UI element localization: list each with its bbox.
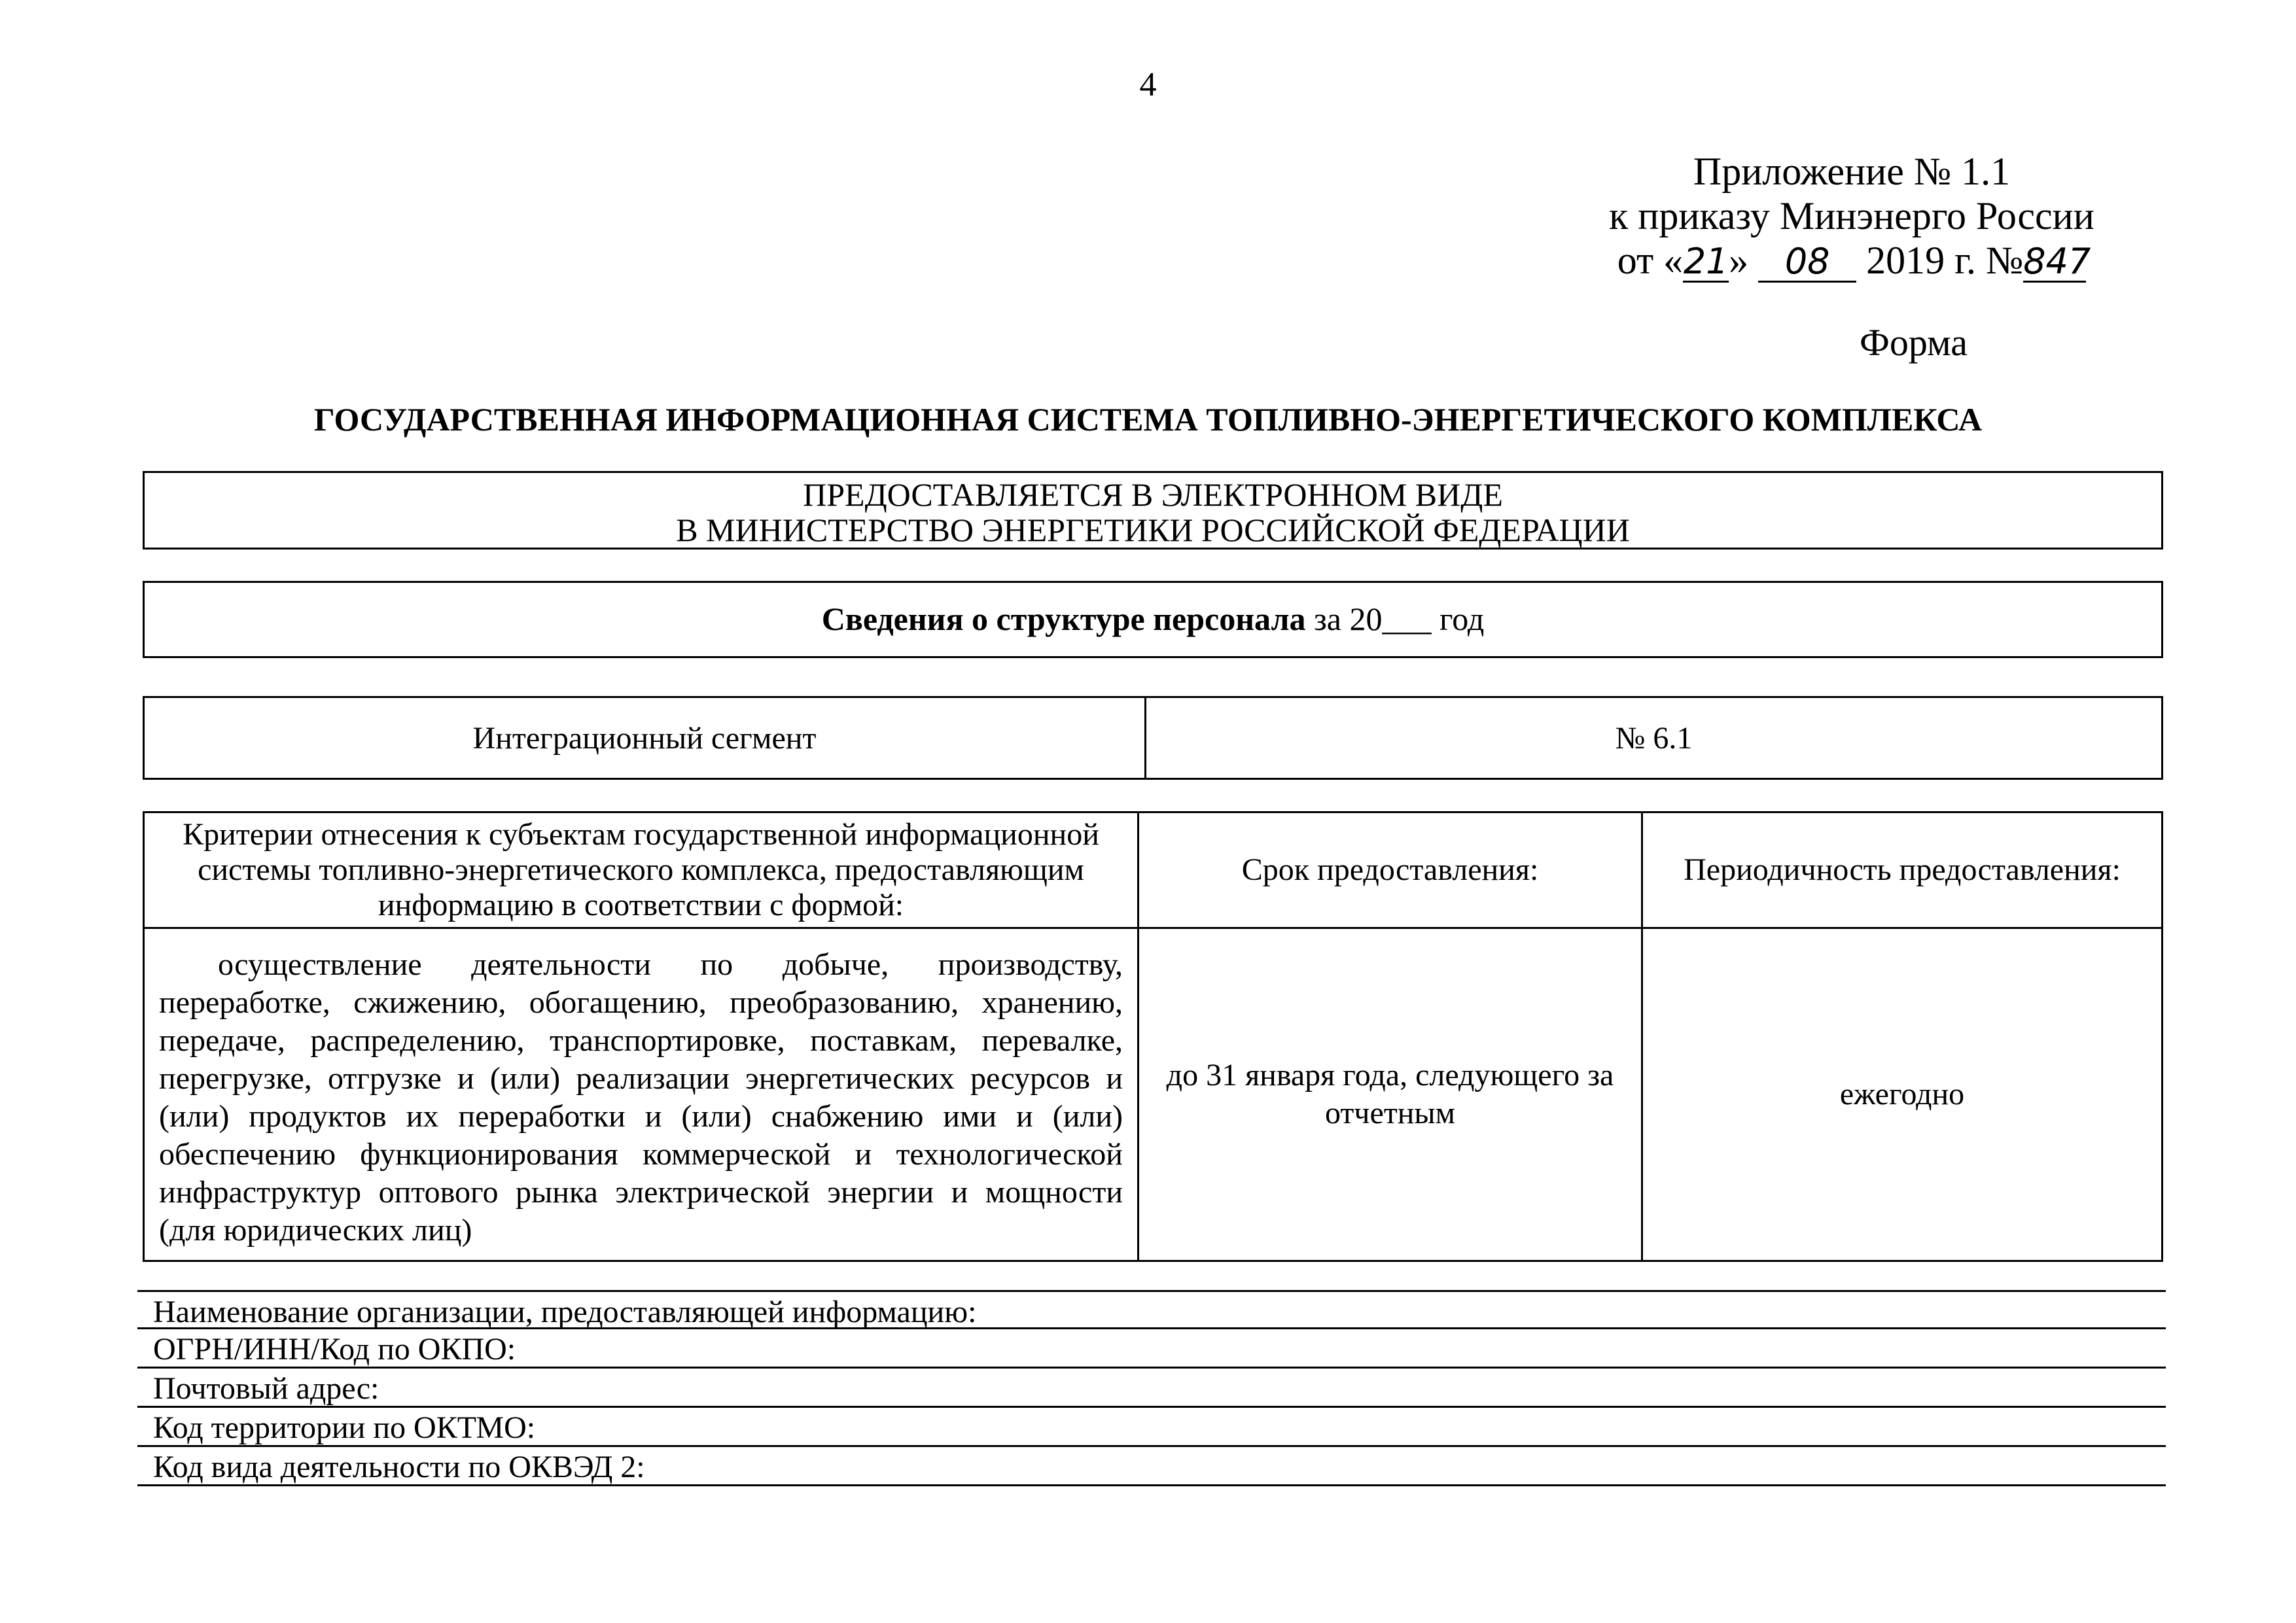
periodicity-header: Периодичность предоставления: (1642, 812, 2163, 928)
segment-label: Интеграционный сегмент (145, 698, 1146, 778)
org-postal-address-field: Почтовый адрес: (137, 1369, 2166, 1408)
criteria-header: Критерии отнесения к субъектам государственной информационной системы топливно-энергетического комплекса, предоставляющим информацию в соответствии с формой: (144, 812, 1139, 928)
criteria-text: осуществление деятельности по добыче, производству, переработке, сжижению, обогащению, преобразованию, хранению, передаче, распределению, транспортировке, поставкам, перевалке, перегрузке, отгрузке и (или) реализации энергетических ресурсов и (или) продуктов их переработки и (или) снабжению ими и (или) обеспечению функционирования коммерческой и технологической инфраструктур оптового рынка электрической энергии и мощности (для юридических лиц) (144, 928, 1139, 1261)
segment-value: № 6.1 (1615, 720, 1693, 756)
submission-line-2: В МИНИСТЕРСТВО ЭНЕРГЕТИКИ РОССИЙСКОЙ ФЕДЕРАЦИИ (676, 512, 1630, 548)
org-ogrn-field: ОГРН/ИНН/Код по ОКПО: (137, 1329, 2166, 1369)
deadline-header: Срок предоставления: (1139, 812, 1642, 928)
criteria-table (143, 811, 2163, 1262)
deadline-value: до 31 января года, следующего за отчетным (1139, 928, 1642, 1261)
appendix-date-line (1557, 238, 2146, 283)
handwritten-day: 21 (1683, 241, 1729, 282)
form-label: Форма (1860, 321, 1968, 364)
date-prefix: от « (1617, 239, 1684, 282)
org-okved-field: Код вида деятельности по ОКВЭД 2: (137, 1447, 2166, 1486)
date-day-close: » (1729, 239, 1749, 282)
criteria-header-row (144, 812, 2163, 928)
handwritten-month: 08 (1758, 243, 1856, 283)
handwritten-order-number: 847 (2023, 241, 2091, 282)
submission-line-1: ПРЕДОСТАВЛЯЕТСЯ В ЭЛЕКТРОННОМ ВИДЕ (803, 476, 1503, 513)
report-title-box (143, 581, 2163, 658)
segment-box (143, 696, 2163, 780)
report-title-year: за 20___ год (1305, 601, 1485, 637)
periodicity-value: ежегодно (1642, 928, 2163, 1261)
year-text: 2019 г. № (1866, 239, 2024, 282)
org-name-field: Наименование организации, предоставляющей информацию: (137, 1290, 2166, 1329)
page-number: 4 (1139, 66, 1157, 103)
submission-notice-box (143, 471, 2163, 550)
report-title-bold: Сведения о структуре персонала (821, 601, 1306, 637)
organization-fields (137, 1290, 2166, 1486)
appendix-order-ref: к приказу Минэнерго России (1609, 194, 2094, 237)
appendix-number: Приложение № 1.1 (1693, 150, 2011, 193)
system-title: ГОСУДАРСТВЕННАЯ ИНФОРМАЦИОННАЯ СИСТЕМА ТОПЛИВНО-ЭНЕРГЕТИЧЕСКОГО КОМПЛЕКСА (313, 401, 1983, 438)
criteria-body-row (144, 928, 2163, 1261)
appendix-header (1557, 149, 2146, 283)
org-oktmo-field: Код территории по ОКТМО: (137, 1408, 2166, 1447)
